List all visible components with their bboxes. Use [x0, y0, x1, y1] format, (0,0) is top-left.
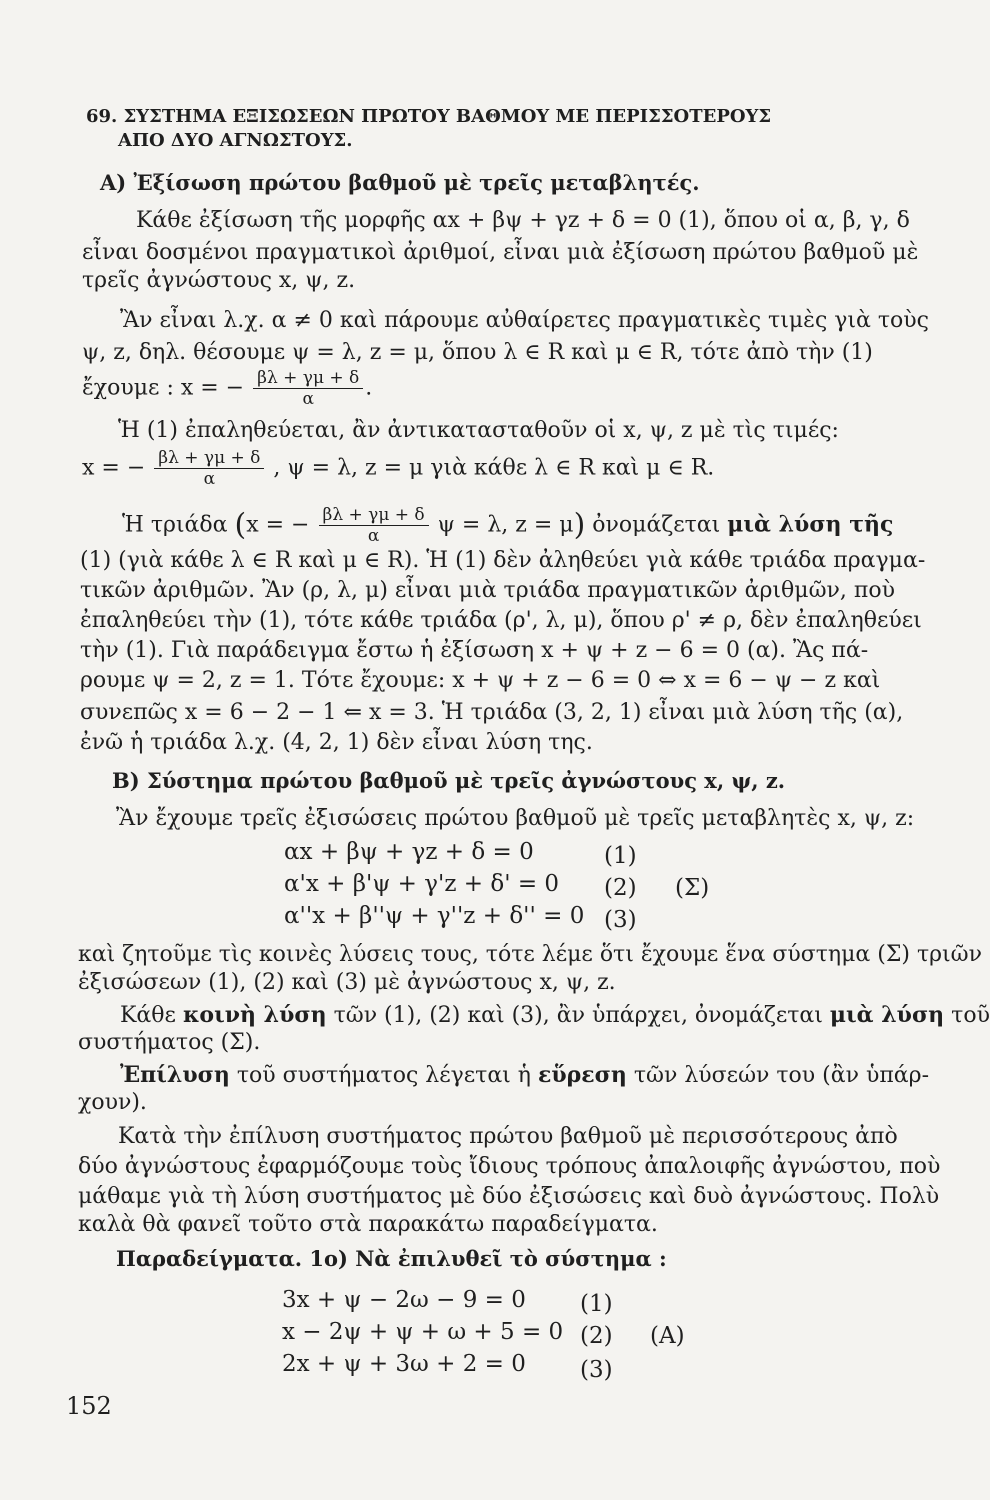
solve-bold: Ἐπίλυση [120, 1062, 230, 1088]
page-number: 152 [66, 1392, 112, 1420]
common-mid: τῶν (1), (2) καὶ (3), ἂν ὑπάρχει, ὀνομάζεται [333, 1003, 823, 1028]
fraction-numerator: βλ + γμ + δ [319, 505, 429, 526]
examples-title: Παραδείγματα. 1ο) Νὰ ἐπιλυθεῖ τὸ σύστημα : [116, 1246, 667, 1271]
solve-mid: τοῦ συστήματος λέγεται ἡ [236, 1063, 531, 1088]
part-a-line: τικῶν ἀριθμῶν. Ἂν (ρ, λ, μ) εἶναι μιὰ τριάδα πραγματικῶν ἀριθμῶν, ποὺ [80, 578, 895, 603]
part-a-line: Κάθε ἐξίσωση τῆς μορφῆς αx + βψ + γz + δ = 0 (1), ὅπου οἱ α, β, γ, δ [136, 208, 910, 233]
system-label: (Α) [650, 1323, 685, 1349]
equation-label: (1) [580, 1291, 613, 1317]
part-a-line: ἐνῶ ἡ τριάδα λ.χ. (4, 2, 1) δὲν εἶναι λύση της. [80, 730, 593, 755]
equation-label: (2) [604, 875, 637, 901]
fraction [154, 448, 264, 489]
method-line: καλὰ θὰ φανεῖ τοῦτο στὰ παρακάτω παραδείγματα. [78, 1212, 658, 1237]
triad-prefix: Ἡ τριάδα [122, 512, 228, 538]
fraction-denominator: α [203, 469, 216, 489]
part-a-line: ψ, z, δηλ. θέσουμε ψ = λ, z = μ, ὅπου λ ∈ R καὶ μ ∈ R, τότε ἀπὸ τὴν (1) [82, 340, 873, 365]
example-equation: 3x + ψ − 2ω − 9 = 0 [282, 1287, 526, 1313]
method-line: δύο ἀγνώστους ἐφαρμόζουμε τοὺς ἴδιους τρόπους ἀπαλοιφῆς ἀγνώστου, ποὺ [78, 1154, 941, 1179]
part-a-line: ρουμε ψ = 2, z = 1. Τότε ἔχουμε: x + ψ + z − 6 = 0 ⇔ x = 6 − ψ − z καὶ [80, 668, 881, 693]
method-line: Κατὰ τὴν ἐπίλυση συστήματος πρώτου βαθμοῦ μὲ περισσότερους ἀπὸ [118, 1124, 898, 1149]
fraction-numerator: βλ + γμ + δ [154, 448, 264, 469]
part-a-line: (1) (γιὰ κάθε λ ∈ R καὶ μ ∈ R). Ἡ (1) δὲν ἀληθεύει γιὰ κάθε τριάδα πραγμα- [80, 548, 926, 573]
common-pre: Κάθε [120, 1003, 176, 1028]
values-formula [82, 448, 714, 489]
part-b-title: Β) Σύστημα πρώτου βαθμοῦ μὲ τρεῖς ἀγνώστους x, ψ, z. [112, 768, 786, 793]
part-a-line: συνεπῶς x = 6 − 2 − 1 ⇐ x = 3. Ἡ τριάδα (3, 2, 1) εἶναι μιὰ λύση τῆς (α), [80, 700, 904, 725]
system-equation: α'x + β'ψ + γ'z + δ' = 0 [284, 871, 560, 897]
x-eq: x = − [82, 455, 146, 481]
solve-line [120, 1062, 929, 1089]
part-b-line: καὶ ζητοῦμε τὶς κοινὲς λύσεις τους, τότε λέμε ὅτι ἔχουμε ἕνα σύστημα (Σ) τριῶν [78, 942, 982, 967]
common-post: τοῦ [951, 1003, 990, 1028]
triad-x: x = − [246, 512, 310, 538]
echoume-text: ἔχουμε : x = − [82, 375, 245, 401]
verify-line: Ἡ (1) ἐπαληθεύεται, ἂν ἀντικατασταθοῦν οἱ x, ψ, z μὲ τὶς τιμές: [118, 418, 839, 443]
section-heading-line1: 69. ΣΥΣΤΗΜΑ ΕΞΙΣΩΣΕΩΝ ΠΡΩΤΟΥ ΒΑΘΜΟΥ ΜΕ ΠΕΡΙΣΣΟΤΕΡΟΥΣ [86, 106, 772, 127]
triad-rest: ψ = λ, z = μ [437, 512, 574, 538]
equation-label: (2) [580, 1323, 613, 1349]
common-bold: κοινὴ λύση [182, 1002, 327, 1028]
solve-line2: χουν). [78, 1090, 147, 1115]
part-b-line: ἐξισώσεων (1), (2) καὶ (3) μὲ ἀγνώστους x, ψ, z. [78, 970, 616, 995]
equation-label: (3) [604, 907, 637, 933]
system-equation: αx + βψ + γz + δ = 0 [284, 839, 534, 865]
method-line: μάθαμε γιὰ τὴ λύση συστήματος μὲ δύο ἐξισώσεις καὶ δυὸ ἀγνώστους. Πολὺ [78, 1184, 940, 1209]
part-a-line: ἐπαληθεύει τὴν (1), τότε κάθε τριάδα (ρ', λ, μ), ὅπου ρ' ≠ ρ, δὲν ἐπαληθεύει [80, 608, 922, 633]
fraction-denominator: α [367, 526, 380, 546]
section-heading-line2: ΑΠΟ ΔΥΟ ΑΓΝΩΣΤΟΥΣ. [118, 130, 353, 151]
system-label: (Σ) [675, 875, 710, 901]
equation-label: (1) [604, 843, 637, 869]
system-equation: α''x + β''ψ + γ''z + δ'' = 0 [284, 903, 585, 929]
solve-post: τῶν λύσεών του (ἂν ὑπάρ- [633, 1063, 930, 1088]
part-a-line: εἶναι δοσμένοι πραγματικοὶ ἀριθμοί, εἶναι μιὰ ἐξίσωση πρώτου βαθμοῦ μὲ [82, 240, 919, 265]
fraction [319, 505, 429, 546]
fraction-numerator: βλ + γμ + δ [253, 368, 363, 389]
common-solution-line2: συστήματος (Σ). [78, 1030, 261, 1055]
part-a-x-formula: ἔχουμε : x = − $\frac{\beta\lambda + \gamma\mu + \delta}{\alpha}$ . [82, 368, 373, 409]
part-a-line: τὴν (1). Γιὰ παράδειγμα ἔστω ἡ ἐξίσωση x + ψ + z − 6 = 0 (α). Ἂς πά- [80, 638, 869, 663]
part-a-line: Ἂν εἶναι λ.χ. α ≠ 0 καὶ πάρουμε αὐθαίρετες πραγματικὲς τιμὲς γιὰ τοὺς [120, 308, 929, 333]
part-a-line: τρεῖς ἀγνώστους x, ψ, z. [82, 268, 356, 293]
triad-bold: μιὰ λύση τῆς [727, 511, 894, 538]
part-b-intro: Ἂν ἔχουμε τρεῖς ἐξισώσεις πρώτου βαθμοῦ μὲ τρεῖς μεταβλητὲς x, ψ, z: [116, 806, 915, 831]
fraction [253, 368, 363, 409]
solve-bold2: εὕρεση [538, 1062, 627, 1088]
common-solution-line [120, 1002, 990, 1029]
triad-line: Ἡ τριάδα (x = − $\frac{\beta\lambda + \gamma\mu + \delta}{\alpha}$ ψ = λ, z = μ) ὀνομάζεται μιὰ λύση τῆς [122, 505, 894, 546]
fraction-denominator: α [302, 389, 314, 409]
example-equation: x − 2ψ + ψ + ω + 5 = 0 [282, 1319, 564, 1345]
example-equation: 2x + ψ + 3ω + 2 = 0 [282, 1351, 526, 1377]
equation-label: (3) [580, 1357, 613, 1383]
common-bold2: μιὰ λύση [829, 1002, 945, 1028]
values-tail: , ψ = λ, z = μ γιὰ κάθε λ ∈ R καὶ μ ∈ R. [273, 455, 715, 481]
part-a-title: Α) Ἐξίσωση πρώτου βαθμοῦ μὲ τρεῖς μεταβλητές. [100, 170, 700, 195]
triad-suffix: ὀνομάζεται [592, 512, 721, 538]
